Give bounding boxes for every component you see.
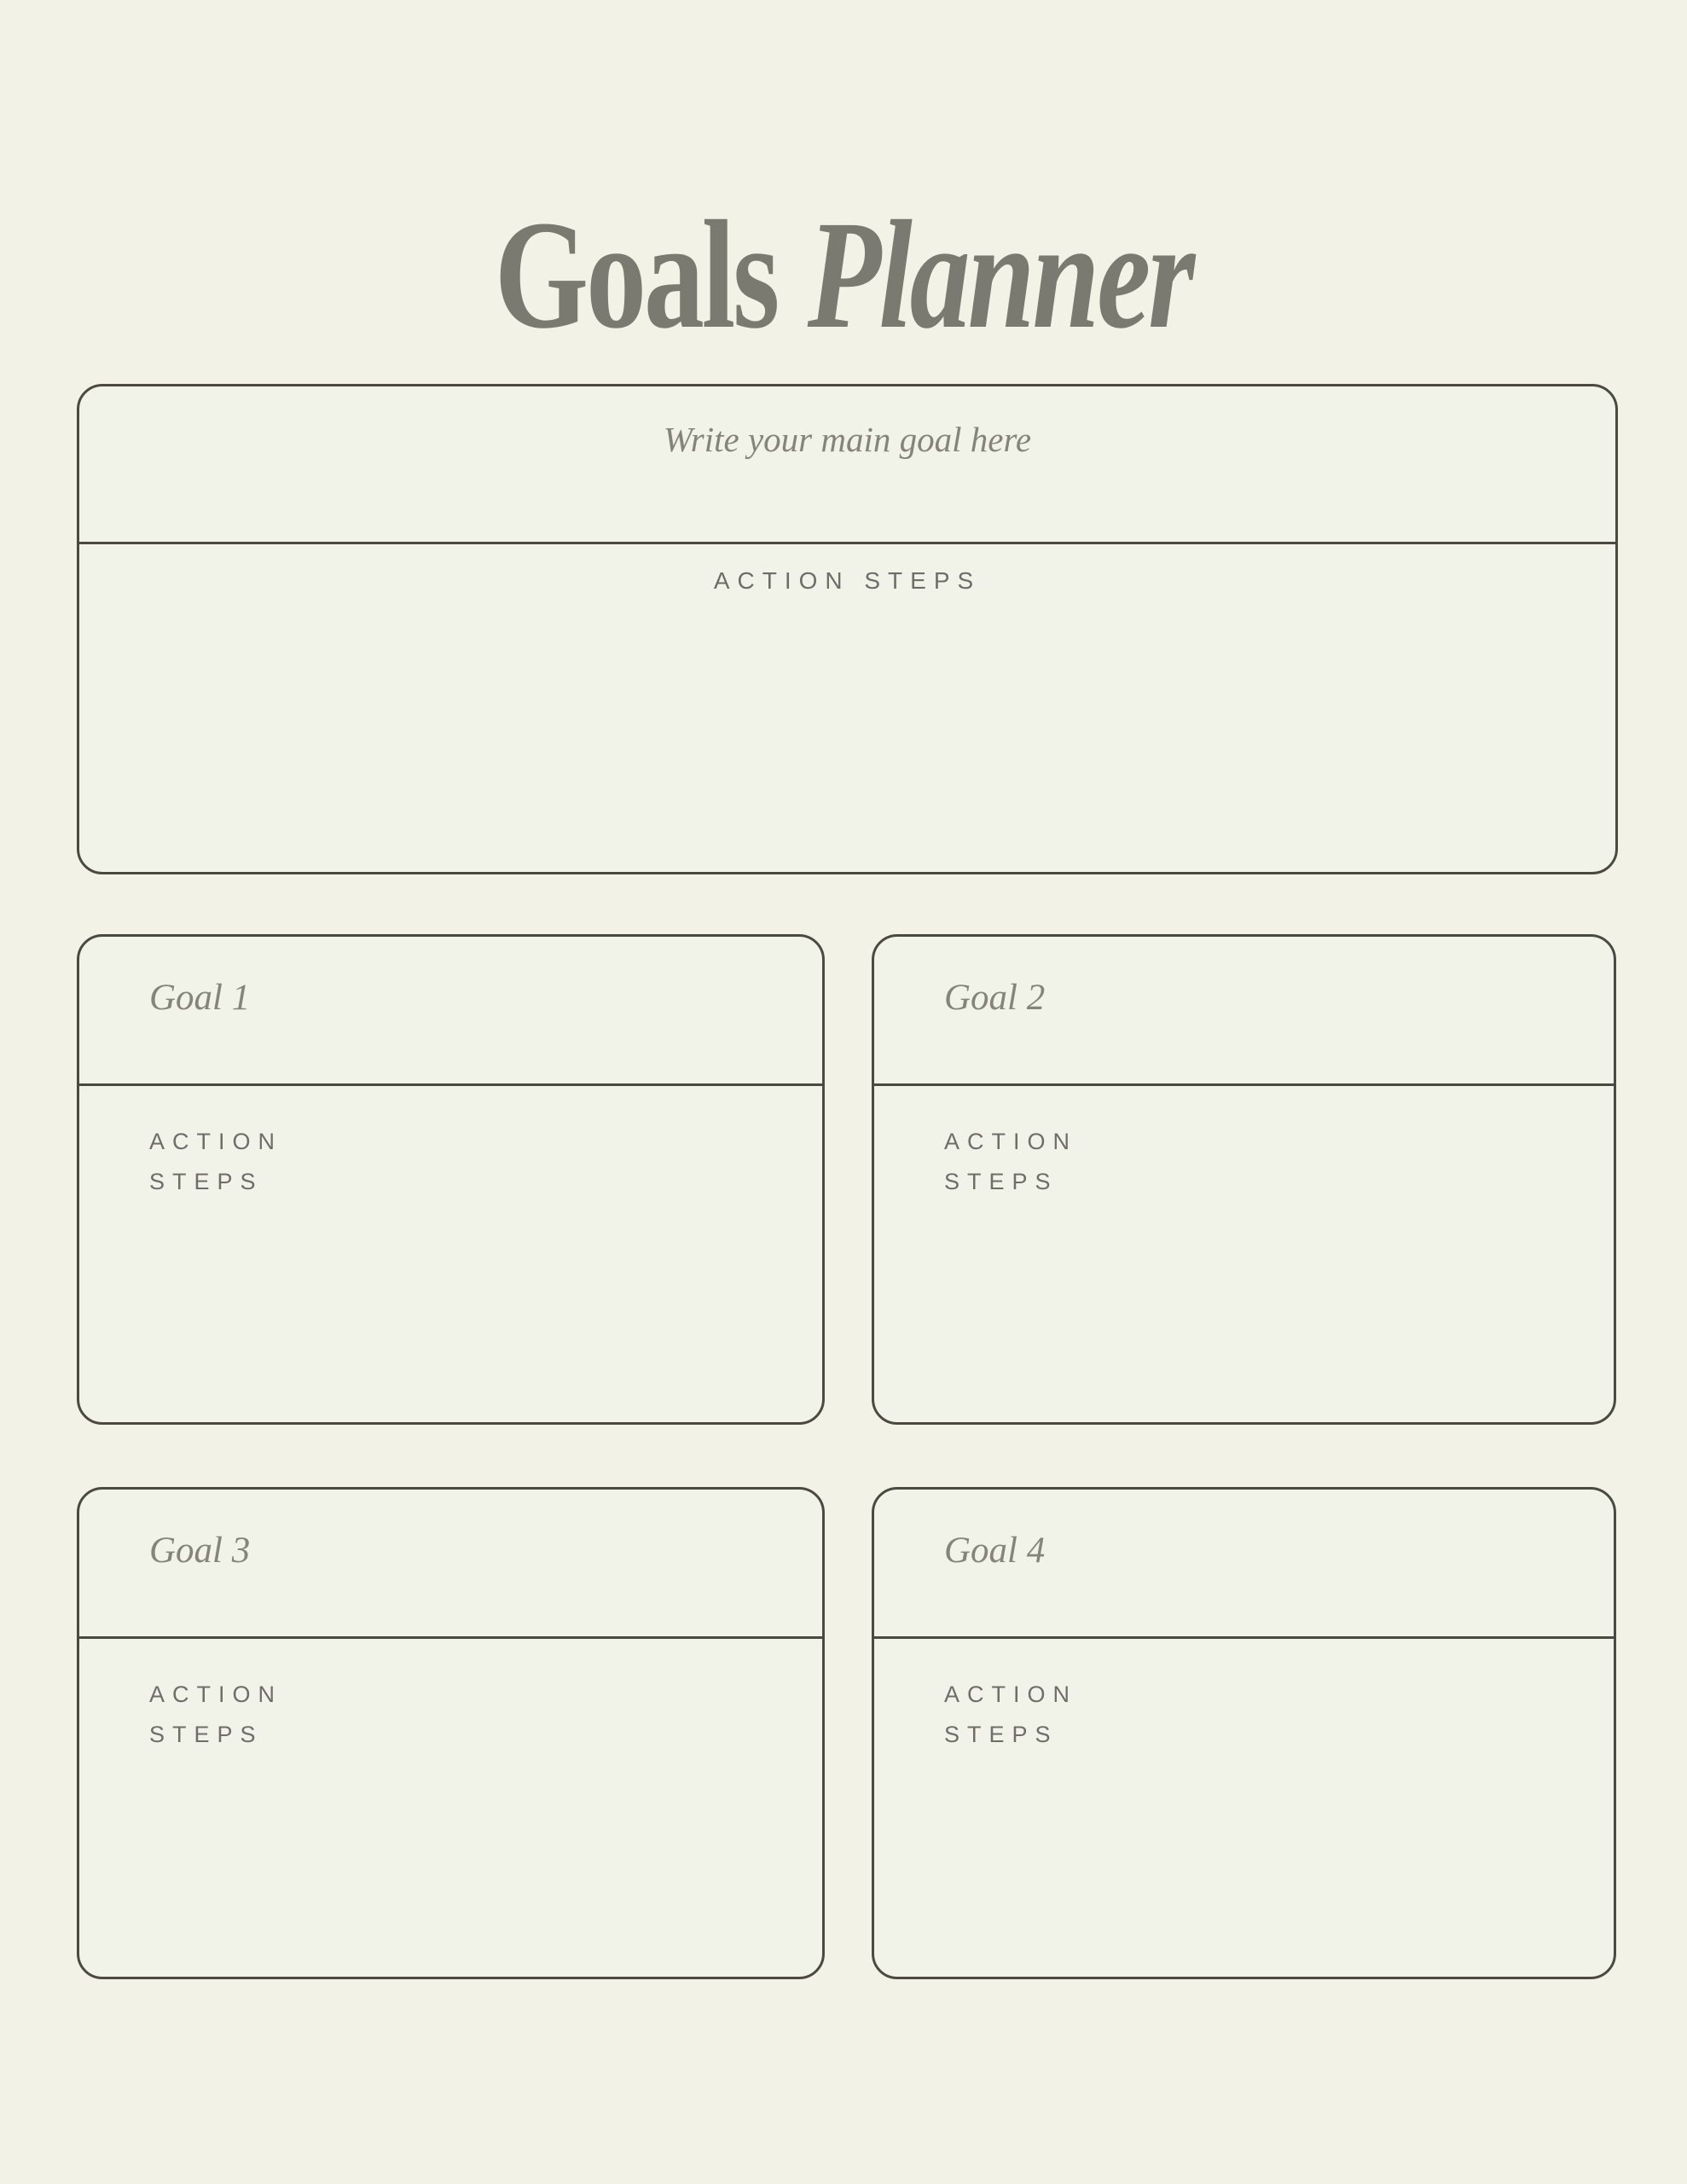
page-title xyxy=(186,171,1502,380)
goal-1-action-steps-area[interactable] xyxy=(79,1086,822,1202)
goal-1-input-area[interactable] xyxy=(79,937,822,1086)
goal-card-4 xyxy=(872,1487,1616,1979)
goal-3-action-steps-area[interactable] xyxy=(79,1639,822,1755)
goal-card-3 xyxy=(77,1487,825,1979)
main-action-steps-area[interactable] xyxy=(79,544,1615,874)
goal-2-action-line-2: STEPS xyxy=(944,1169,1058,1194)
goal-3-input-area[interactable] xyxy=(79,1490,822,1639)
goal-4-input-area[interactable] xyxy=(874,1490,1614,1639)
goal-4-action-line-1: ACTION xyxy=(944,1682,1078,1707)
goal-3-action-line-1: ACTION xyxy=(149,1682,283,1707)
goal-4-label: Goal 4 xyxy=(944,1531,1046,1571)
goal-2-input-area[interactable] xyxy=(874,937,1614,1086)
goal-4-action-steps-label xyxy=(874,1639,1614,1755)
goal-4-action-line-2: STEPS xyxy=(944,1722,1058,1747)
main-action-steps-label: ACTION STEPS xyxy=(713,567,982,594)
goal-1-action-steps-label xyxy=(79,1086,822,1202)
goal-card-2 xyxy=(872,934,1616,1425)
page-title-italic: Planner xyxy=(807,189,1193,361)
goal-3-label: Goal 3 xyxy=(149,1531,251,1571)
page-title-regular: Goals xyxy=(494,189,778,361)
goal-2-label: Goal 2 xyxy=(944,978,1046,1018)
goal-3-action-line-2: STEPS xyxy=(149,1722,264,1747)
goal-4-action-steps-area[interactable] xyxy=(874,1639,1614,1755)
goal-3-action-steps-label xyxy=(79,1639,822,1755)
main-goal-placeholder: Write your main goal here xyxy=(663,420,1032,459)
main-goal-card xyxy=(77,384,1618,874)
goal-2-action-line-1: ACTION xyxy=(944,1129,1078,1154)
main-goal-input-area[interactable] xyxy=(79,386,1615,544)
goal-2-action-steps-area[interactable] xyxy=(874,1086,1614,1202)
goal-card-1 xyxy=(77,934,825,1425)
goal-1-label: Goal 1 xyxy=(149,978,251,1018)
goal-1-action-line-2: STEPS xyxy=(149,1169,264,1194)
goal-1-action-line-1: ACTION xyxy=(149,1129,283,1154)
goal-2-action-steps-label xyxy=(874,1086,1614,1202)
